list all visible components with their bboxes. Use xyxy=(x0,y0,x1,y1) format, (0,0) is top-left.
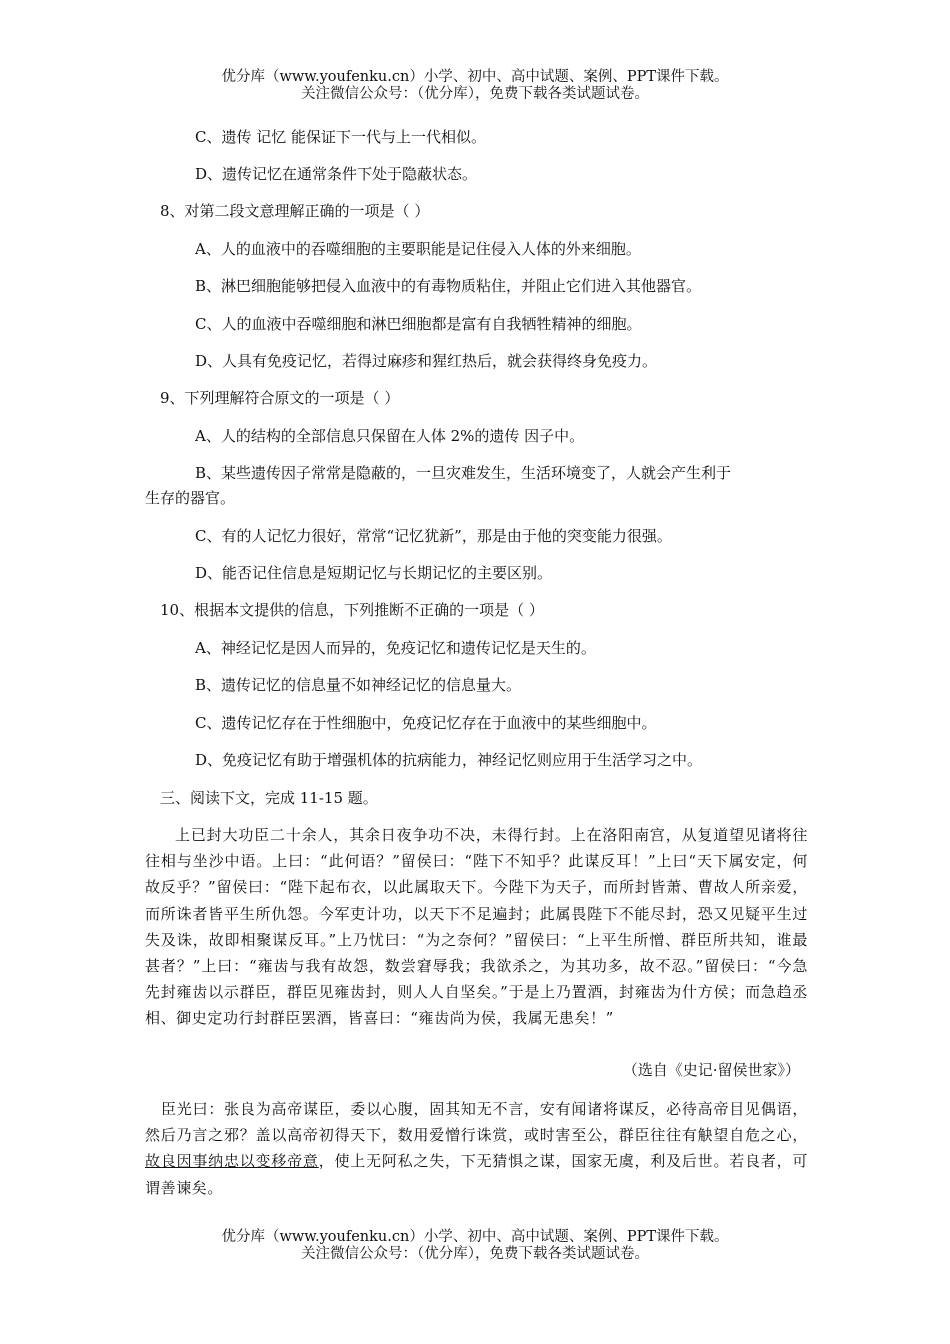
commentary-part-1: 臣光曰：张良为高帝谋臣，委以心腹，固其知无不言，安有闻诸将谋反，必待高帝目见偶语，然后乃言之邪？盖以高帝初得天下，数用爱憎行诛赏，或时害至公，群臣往往有觖望自危之心， xyxy=(145,1100,808,1145)
passage-commentary-text xyxy=(145,1096,808,1201)
q9-option-a: A、人的结构的全部信息只保留在人体 2%的遗传 因子中。 xyxy=(195,427,585,445)
passage-shiji-text: 上已封大功臣二十余人，其余日夜争功不决，未得行封。上在洛阳南宫，从复道望见诸将往往相与坐沙中语。上曰：“此何语？”留侯曰：“陛下不知乎？此谋反耳！”上曰“天下属安定，何故反乎？”留侯曰：“陛下起布衣，以此属取天下。今陛下为天子，而所封皆萧、曹故人所亲爱，而所诛者皆平生所仇怨。今军吏计功，以天下不足遍封；此属畏陛下不能尽封，恐又见疑平生过失及诛，故即相聚谋反耳。”上乃忧曰：“为之奈何？”留侯曰：“上平生所憎、群臣所共知，谁最甚者？”上曰：“雍齿与我有故怨，数尝窘辱我；我欲杀之，为其功多，故不忍。”留侯曰：“今急先封雍齿以示群臣，群臣见雍齿封，则人人自坚矣。”于是上乃置酒，封雍齿为什方侯；而急趋丞相、御史定功行封群臣罢酒，皆喜曰：“雍齿尚为侯，我属无患矣！” xyxy=(145,826,808,1028)
q7-option-d: D、遗传记忆在通常条件下处于隐蔽状态。 xyxy=(195,165,478,183)
q9-option-b-line2: 生存的器官。 xyxy=(145,489,236,507)
q10-option-a: A、神经记忆是因人而异的，免疫记忆和遗传记忆是天生的。 xyxy=(195,639,596,657)
q10-stem: 10、根据本文提供的信息，下列推断不正确的一项是（ ） xyxy=(160,601,544,619)
q9-option-b-line1: B、某些遗传因子常常是隐蔽的，一旦灾难发生，生活环境变了，人就会产生利于 xyxy=(195,464,732,482)
page-footer xyxy=(0,1229,950,1263)
q10-option-b: B、遗传记忆的信息量不如神经记忆的信息量大。 xyxy=(195,676,522,694)
passage-source: （选自《史记·留侯世家》） xyxy=(622,1061,800,1079)
q8-option-a: A、人的血液中的吞噬细胞的主要职能是记住侵入人体的外来细胞。 xyxy=(195,240,641,258)
passage-shiji xyxy=(145,822,808,1032)
q8-option-b: B、淋巴细胞能够把侵入血液中的有毒物质粘住，并阻止它们进入其他器官。 xyxy=(195,277,702,295)
q10-option-d: D、免疫记忆有助于增强机体的抗病能力，神经记忆则应用于生活学习之中。 xyxy=(195,751,703,769)
q8-stem: 8、对第二段文意理解正确的一项是（ ） xyxy=(160,202,430,220)
footer-line-2: 关注微信公众号：（优分库），免费下载各类试题试卷。 xyxy=(301,1246,649,1262)
header-line-2: 关注微信公众号：（优分库），免费下载各类试题试卷。 xyxy=(301,86,649,102)
q9-stem: 9、下列理解符合原文的一项是（ ） xyxy=(160,389,400,407)
page-header xyxy=(0,69,950,103)
q8-option-c: C、人的血液中吞噬细胞和淋巴细胞都是富有自我牺牲精神的细胞。 xyxy=(195,315,642,333)
footer-line-1: 优分库（www.youfenku.cn）小学、初中、高中试题、案例、PPT课件下载。 xyxy=(221,1229,729,1245)
commentary-part-2: ，使上无阿私之失，下无猜惧之谋，国家无虞，利及后世。若良者，可谓善谏矣。 xyxy=(145,1152,808,1197)
q7-option-c: C、遗传 记忆 能保证下一代与上一代相似。 xyxy=(195,128,487,146)
commentary-underlined-sentence: 故良因事纳忠以变移帝意 xyxy=(145,1152,319,1171)
q9-option-c: C、有的人记忆力很好，常常“记忆犹新”，那是由于他的突变能力很强。 xyxy=(195,527,672,545)
q8-option-d: D、人具有免疫记忆，若得过麻疹和猩红热后，就会获得终身免疫力。 xyxy=(195,352,658,370)
passage-commentary xyxy=(145,1096,808,1201)
section-3-title: 三、阅读下文，完成 11-15 题。 xyxy=(160,789,378,807)
q9-option-d: D、能否记住信息是短期记忆与长期记忆的主要区别。 xyxy=(195,564,553,582)
header-line-1: 优分库（www.youfenku.cn）小学、初中、高中试题、案例、PPT课件下载。 xyxy=(221,69,729,85)
q10-option-c: C、遗传记忆存在于性细胞中，免疫记忆存在于血液中的某些细胞中。 xyxy=(195,714,657,732)
